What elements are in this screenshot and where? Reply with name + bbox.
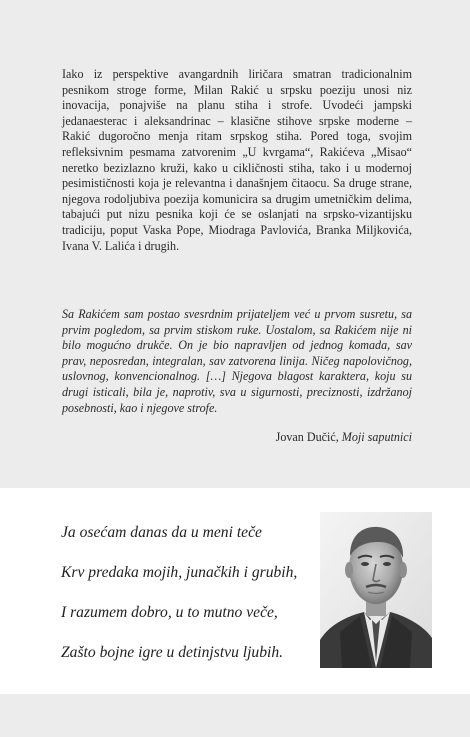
intro-paragraph: Iako iz perspektive avangardnih liričara smatran tradicionalnim pesnikom stroge forme, Milan Rakić u srpsku poeziju unosi niz inovacija, ponajviše na planu stiha i strofe. Uvodeći jampski jedanaesterac i aleksandrinac – klasične stihove srpske moderne – Rakić dugoročno menja ritam srpskog stiha. Pored toga, svojim refleksivnim pesmama zatvorenim „U kvrgama“, Rakićeva „Misao“ neretko bezizlazno kruži, kako u cikličnosti stiha, tako i u modernoj pesimističnosti koja je relevantna i današnjem čitaocu. Sa druge strane, njegova rodoljubiva poezija komunicira sa drugim umetničkim delima, tabajući put nizu pesnika koji će se oslanjati na srpsko-vizantijsku tradiciju, poput Vaska Pope, Miodraga Pavlovića, Branka Miljkovića, Ivana V. Lalića i drugih. bbox=[62, 67, 412, 253]
quote-work-title: Moji saputnici bbox=[341, 430, 412, 444]
quote-text: Sa Rakićem sam postao svesrdnim prijateljem već u prvom susretu, sa prvim pogledom, sa prvim stiskom ruke. Uostalom, sa Rakićem nije ni bilo mogućno drukče. On je bio napravljen od jednog komada, sav prav, neposredan, integralan, sav zatvorena linija. Ničeg napolovičnog, uslovnog, konvencionalnog. […] Njegova blagost karaktera, koju su drugi isticali, bila je, naprotiv, sva u sigurnosti, preciznosti, izdržanoj posebnosti, kao i njegove strofe. bbox=[62, 307, 412, 415]
poem-line: I razumem dobro, u to mutno veče, bbox=[61, 604, 278, 621]
poem-excerpt bbox=[61, 523, 321, 683]
intro-paragraph-block bbox=[62, 67, 412, 254]
quote-attribution bbox=[62, 430, 412, 446]
poem-line: Zašto bojne igre u detinjstvu ljubih. bbox=[61, 644, 284, 661]
poem-line: Krv predaka mojih, junačkih i grubih, bbox=[61, 564, 298, 581]
poem-line: Ja osećam danas da u meni teče bbox=[61, 524, 262, 541]
portrait-photo bbox=[320, 512, 432, 668]
ducic-quote bbox=[62, 307, 412, 416]
author-portrait bbox=[320, 512, 432, 668]
quote-author: Jovan Dučić, bbox=[275, 430, 339, 444]
